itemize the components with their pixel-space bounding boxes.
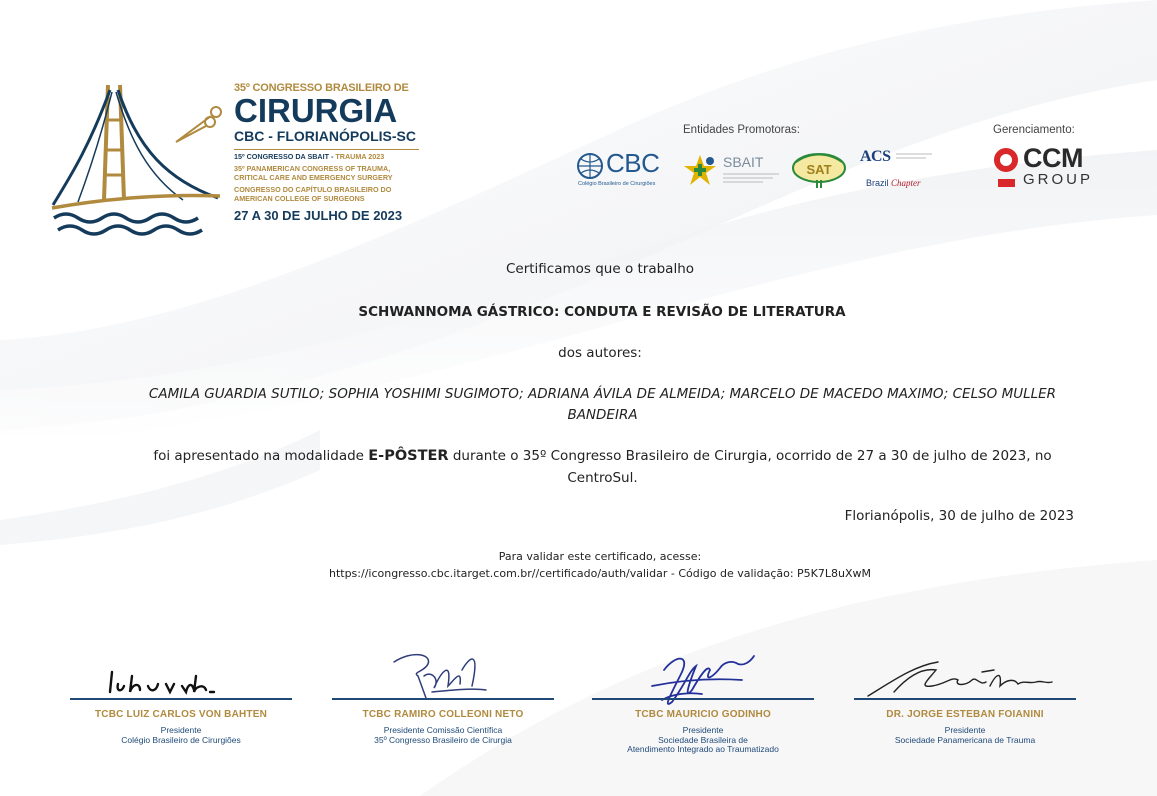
signature-scribble-4 (854, 640, 1076, 700)
signatory-role (50, 726, 312, 745)
signatory-role (312, 726, 574, 745)
signatory-role-line-2: Colégio Brasileiro de Cirurgiões (121, 734, 241, 745)
sbait-subtitle-lines (723, 172, 781, 185)
sponsors-label: Entidades Promotoras: (683, 124, 800, 136)
signatory-name: TCBC MAURICIO GODINHO (635, 709, 771, 720)
logo-panamerican: 35º PANAMERICAN CONGRESS OF TRAUMA, CRITICAL CARE AND EMERGENCY SURGERY (234, 164, 393, 182)
cbc-subtitle: Colégio Brasileiro de Cirurgiões (578, 181, 656, 187)
signatory-role-line-1: Presidente (682, 725, 724, 735)
signatory-role-line-2: Sociedade Brasileira de (658, 734, 748, 745)
logo-dates: 27 A 30 DE JULHO DE 2023 (234, 208, 403, 223)
logo-chapter: CONGRESSO DO CAPÍTULO BRASILEIRO DO AMERICAN COLLEGE OF SURGEONS (234, 185, 392, 203)
signatory-role (572, 726, 834, 755)
sat-emblem-icon (790, 150, 848, 190)
signature-line (854, 698, 1076, 700)
signature-block-4 (854, 640, 1076, 760)
signature-block-2 (332, 640, 554, 760)
ccm-group: GROUP (1023, 171, 1094, 188)
cbc-word: CBC (606, 148, 660, 178)
acs-logo (860, 150, 935, 190)
signature-scribble-1 (70, 640, 292, 700)
place-date: Florianópolis, 30 de julho de 2023 (844, 508, 1074, 524)
acs-word: ACS (860, 148, 891, 165)
logo-city: CBC - FLORIANÓPOLIS-SC (234, 128, 416, 144)
logo-sbait-prefix: 15º CONGRESSO DA SBAIT - (234, 152, 336, 161)
presentation-statement (135, 445, 1070, 489)
validation-label: Para validar este certificado, acesse: (498, 550, 702, 563)
congress-logo (48, 80, 418, 240)
work-title: SCHWANNOMA GÁSTRICO: CONDUTA E REVISÃO DE LITERATURA (358, 304, 846, 320)
logo-sbait-trauma: TRAUMA 2023 (335, 152, 385, 161)
signature-block-3 (592, 640, 814, 760)
sbait-star-icon (681, 153, 719, 187)
ccm-logo (992, 143, 1102, 190)
bridge-emblem (48, 80, 238, 240)
signatory-name: TCBC LUIZ CARLOS VON BAHTEN (94, 709, 268, 720)
acs-chapter-prefix: Brazil (866, 178, 889, 188)
ccm-word: CCM (1023, 143, 1083, 173)
signatory-role (834, 726, 1096, 745)
sbait-word: SBAIT (723, 154, 764, 170)
presentation-suffix: durante o 35º Congresso Brasileiro de Cirurgia, ocorrido de 27 a 30 de julho de 2023, no CentroSul. (448, 448, 1052, 486)
cbc-globe-icon (576, 152, 604, 180)
authors-list: CAMILA GUARDIA SUTILO; SOPHIA YOSHIMI SUGIMOTO; ADRIANA ÁVILA DE ALMEIDA; MARCELO DE MACEDO MAXIMO; CELSO MULLER BANDEIRA (148, 386, 1057, 423)
sat-logo (790, 150, 848, 190)
management-label: Gerenciamento: (993, 124, 1075, 136)
sat-text: SAT (806, 162, 832, 177)
signatory-name: DR. JORGE ESTEBAN FOIANINI (886, 709, 1044, 720)
signature-line (332, 698, 554, 700)
signatory-role-line-2: Sociedade Panamericana de Trauma (894, 734, 1036, 745)
acs-chapter (866, 178, 921, 188)
signatory-role-line-3: Atendimento Integrado ao Traumatizado (627, 744, 779, 754)
signatory-role-line-1: Presidente (160, 725, 202, 735)
certificate-intro: Certificamos que o trabalho (505, 261, 695, 277)
validation-block (250, 548, 950, 582)
signature-scribble-3 (592, 640, 814, 720)
cbc-logo (576, 150, 671, 192)
signature-scribble-2 (332, 640, 554, 700)
ccm-pin-icon (992, 146, 1022, 190)
logo-sbait (234, 149, 419, 161)
signature-line (592, 698, 814, 700)
signatory-name: TCBC RAMIRO COLLEONI NETO (362, 709, 524, 720)
signature-line (70, 698, 292, 700)
presentation-prefix: foi apresentado na modalidade (153, 448, 369, 464)
signature-block-1 (70, 640, 292, 760)
sbait-logo (681, 153, 781, 189)
acs-chapter-word: Chapter (891, 178, 921, 188)
logo-edition: 35º CONGRESSO BRASILEIRO DE (234, 82, 409, 94)
validation-url[interactable]: https://icongresso.cbc.itarget.com.br//certificado/auth/validar - Código de validação: P5K7L8uXwM (328, 567, 872, 580)
logo-word: CIRURGIA (234, 92, 398, 129)
authors-label: dos autores: (558, 345, 642, 361)
modality: E-PÔSTER (368, 448, 449, 464)
signatory-role-line-1: Presidente Comissão Científica (383, 725, 503, 735)
signatory-role-line-2: 35º Congresso Brasileiro de Cirurgia (374, 734, 512, 745)
signatory-role-line-1: Presidente (944, 725, 986, 735)
acs-subtitle-lines (896, 152, 934, 163)
